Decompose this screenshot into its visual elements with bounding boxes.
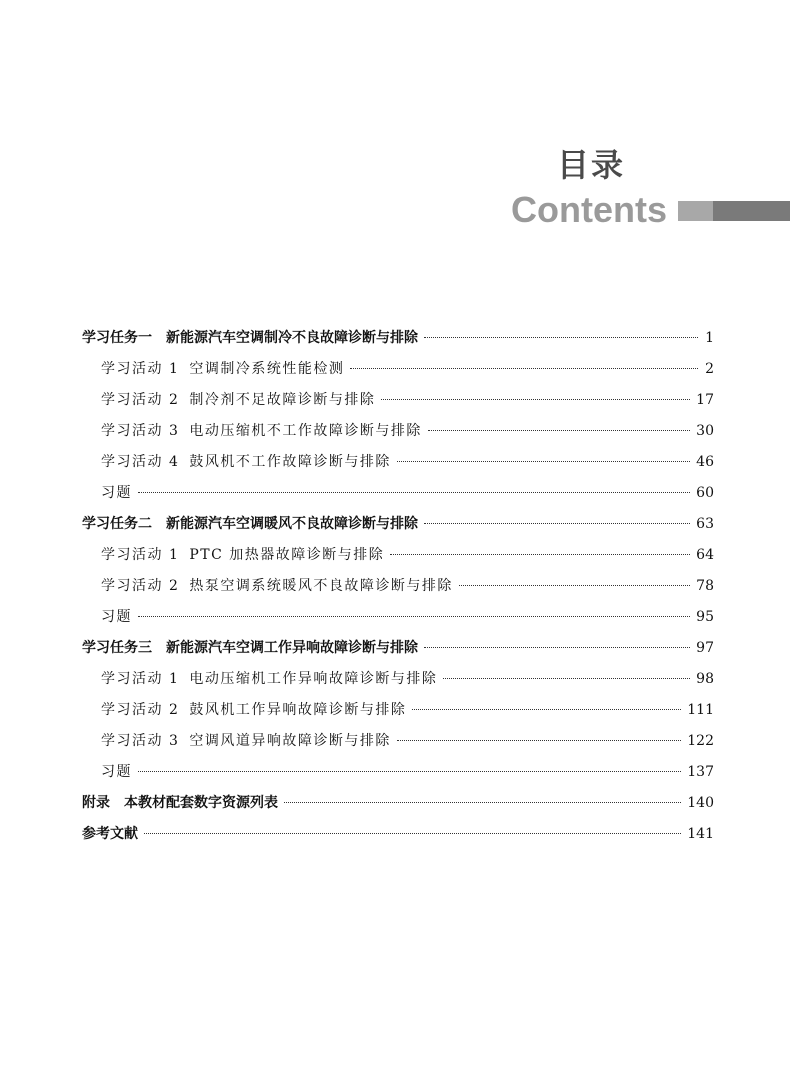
toc-entry-number: 学习活动 2 [101, 578, 180, 594]
toc-page-number: 137 [687, 764, 714, 780]
toc-page-number: 30 [696, 423, 714, 439]
dot-leader [144, 833, 681, 834]
toc-section-entry[interactable] [82, 664, 714, 695]
dot-leader [381, 399, 690, 400]
toc-entry-number: 学习活动 3 [101, 423, 180, 439]
toc-entry-title: 电动压缩机不工作故障诊断与排除 [189, 423, 422, 439]
toc-section-entry[interactable] [82, 354, 714, 385]
toc-entry-title: 制冷剂不足故障诊断与排除 [189, 392, 376, 408]
toc-section-entry[interactable] [82, 385, 714, 416]
toc-entry-number: 学习活动 2 [101, 392, 180, 408]
toc-entry-title: 电动压缩机工作异响故障诊断与排除 [189, 671, 438, 687]
toc-entry-number: 学习任务三 [82, 640, 152, 656]
toc-entry-number: 附录 [82, 795, 110, 811]
toc-entry-title: 空调风道异响故障诊断与排除 [189, 733, 391, 749]
toc-page-number: 63 [696, 516, 714, 532]
toc-page-number: 17 [696, 392, 714, 408]
table-of-contents [82, 323, 714, 850]
toc-entry-title: 习题 [101, 485, 132, 501]
toc-entry-title: 鼓风机不工作故障诊断与排除 [189, 454, 391, 470]
toc-page-number: 141 [687, 826, 714, 842]
toc-page-number: 140 [687, 795, 714, 811]
dot-leader [397, 740, 681, 741]
contents-header [0, 0, 790, 240]
toc-entry-number: 学习活动 4 [101, 454, 180, 470]
toc-entry-title: 习题 [101, 764, 132, 780]
toc-section-entry[interactable] [82, 571, 714, 602]
toc-section-entry[interactable] [82, 447, 714, 478]
toc-entry-number: 学习活动 3 [101, 733, 180, 749]
dot-leader [397, 461, 690, 462]
toc-page-number: 97 [696, 640, 714, 656]
toc-page-number: 60 [696, 485, 714, 501]
dot-leader [284, 802, 681, 803]
toc-page-number: 46 [696, 454, 714, 470]
dot-leader [443, 678, 690, 679]
toc-entry-number: 学习任务二 [82, 516, 152, 532]
toc-entry-title: 新能源汽车空调工作异响故障诊断与排除 [166, 640, 418, 656]
toc-chapter-entry[interactable] [82, 323, 714, 354]
toc-chapter-entry[interactable] [82, 788, 714, 819]
toc-entry-title: 习题 [101, 609, 132, 625]
toc-entry-title: PTC 加热器故障诊断与排除 [189, 547, 385, 563]
dot-leader [459, 585, 690, 586]
dot-leader [138, 616, 690, 617]
toc-entry-title: 本教材配套数字资源列表 [124, 795, 278, 811]
toc-entry-title: 鼓风机工作异响故障诊断与排除 [189, 702, 407, 718]
dot-leader [350, 368, 698, 369]
toc-entry-title: 参考文献 [82, 826, 138, 842]
dot-leader [424, 523, 690, 524]
toc-section-entry[interactable] [82, 726, 714, 757]
dot-leader [428, 430, 690, 431]
toc-entry-title: 空调制冷系统性能检测 [189, 361, 345, 377]
toc-page-number: 1 [705, 330, 714, 346]
dot-leader [424, 337, 698, 338]
toc-page-number: 64 [696, 547, 714, 563]
decorative-bar-dark [713, 201, 790, 221]
toc-section-entry[interactable] [82, 478, 714, 509]
dot-leader [424, 647, 690, 648]
dot-leader [412, 709, 681, 710]
toc-section-entry[interactable] [82, 540, 714, 571]
toc-entry-number: 学习活动 1 [101, 547, 180, 563]
page-title-chinese: 目录 [556, 146, 625, 184]
toc-section-entry[interactable] [82, 416, 714, 447]
toc-section-entry[interactable] [82, 757, 714, 788]
toc-chapter-entry[interactable] [82, 819, 714, 850]
toc-page-number: 2 [705, 361, 714, 377]
toc-entry-title: 新能源汽车空调暖风不良故障诊断与排除 [166, 516, 418, 532]
toc-page-number: 122 [687, 733, 714, 749]
toc-chapter-entry[interactable] [82, 633, 714, 664]
toc-section-entry[interactable] [82, 602, 714, 633]
dot-leader [390, 554, 690, 555]
page-title-english: Contents [511, 189, 667, 230]
toc-entry-number: 学习活动 1 [101, 361, 180, 377]
dot-leader [138, 492, 690, 493]
decorative-bar-light [678, 201, 713, 221]
toc-page-number: 78 [696, 578, 714, 594]
toc-page-number: 95 [696, 609, 714, 625]
toc-page-number: 111 [687, 702, 714, 718]
toc-entry-number: 学习任务一 [82, 330, 152, 346]
toc-entry-number: 学习活动 2 [101, 702, 180, 718]
toc-entry-title: 新能源汽车空调制冷不良故障诊断与排除 [166, 330, 418, 346]
toc-entry-number: 学习活动 1 [101, 671, 180, 687]
toc-section-entry[interactable] [82, 695, 714, 726]
dot-leader [138, 771, 681, 772]
toc-page-number: 98 [696, 671, 714, 687]
toc-chapter-entry[interactable] [82, 509, 714, 540]
toc-entry-title: 热泵空调系统暖风不良故障诊断与排除 [189, 578, 453, 594]
